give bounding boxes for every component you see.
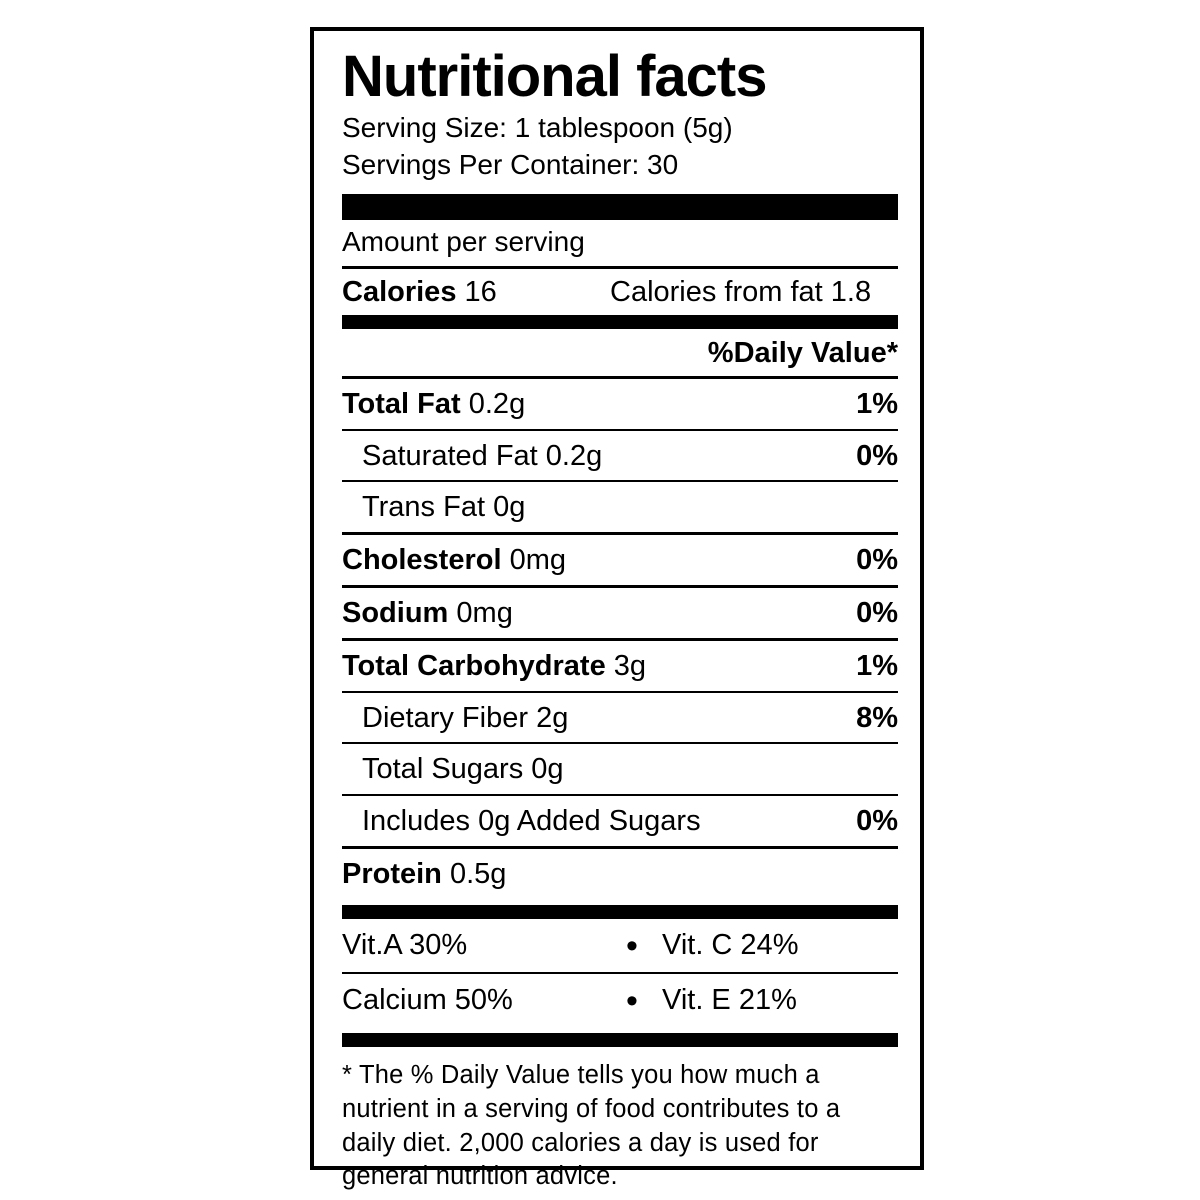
- nutrition-facts-panel: [310, 27, 924, 1191]
- nutrient-name: Total Carbohydrate: [342, 649, 606, 682]
- vitamin-row: [342, 919, 898, 972]
- footnote-line-3: daily diet. 2,000 calories a day is used for: [342, 1128, 819, 1157]
- calories-label: Calories: [342, 275, 457, 308]
- daily-value-footnote: [342, 1047, 898, 1195]
- nutrient-added-sugars: [342, 804, 701, 839]
- panel-inner: [342, 44, 898, 1194]
- nutrient-total-fat: [342, 387, 525, 422]
- table-row: [342, 379, 898, 429]
- nutrient-name: Cholesterol: [342, 544, 502, 577]
- nutrient-dietary-fiber: [342, 701, 568, 736]
- vitamin-e-value: Vit. E 21%: [662, 984, 797, 1017]
- nutrient-trans-fat: [342, 490, 525, 525]
- nutrient-name: Total Sugars: [362, 753, 524, 786]
- nutrient-value: 0.2g: [468, 387, 526, 420]
- nutrient-name: Protein: [342, 857, 442, 890]
- daily-value-header: %Daily Value*: [707, 336, 898, 369]
- bullet-separator-icon: •: [626, 981, 638, 1020]
- calories-from-fat: Calories from fat 1.8: [610, 275, 872, 308]
- table-row: [342, 796, 898, 846]
- calories-value: 16: [464, 275, 497, 308]
- nutrient-protein: [342, 857, 506, 892]
- footnote-line-4: general nutrition advice.: [342, 1162, 618, 1191]
- table-row: [342, 588, 898, 638]
- nutrient-cholesterol: [342, 543, 566, 578]
- servings-per-container-text: Servings Per Container: 30: [342, 148, 679, 180]
- nutrient-dv: 0%: [856, 439, 898, 472]
- nutrient-name: Includes 0g Added Sugars: [362, 805, 701, 838]
- page-title: Nutritional facts: [342, 44, 767, 109]
- divider-mid-below-vitamins: [342, 1033, 898, 1047]
- nutrient-value: 0g: [531, 753, 564, 786]
- nutrient-name: Sodium: [342, 596, 449, 629]
- footnote-line-2: nutrient in a serving of food contributes to a: [342, 1094, 841, 1123]
- calories-left: [342, 276, 610, 309]
- calories-row: [342, 269, 898, 315]
- vitamin-a-value: Vit.A 30%: [342, 929, 468, 962]
- nutrient-name: Dietary Fiber: [362, 701, 528, 734]
- nutrient-name: Total Fat: [342, 387, 461, 420]
- nutrient-value: 0mg: [456, 596, 513, 629]
- nutrient-name: Trans Fat: [362, 491, 486, 524]
- amount-per-serving-text: Amount per serving: [342, 225, 585, 257]
- nutrient-dv: 1%: [856, 649, 898, 682]
- nutrient-total-sugars: [342, 752, 564, 787]
- table-row: [342, 431, 898, 481]
- nutrient-dv: 8%: [856, 701, 898, 734]
- divider-thick-top: [342, 194, 898, 220]
- vitamin-row: [342, 974, 898, 1027]
- table-row: [342, 535, 898, 585]
- table-row: [342, 693, 898, 743]
- nutrient-value: 0.2g: [545, 439, 603, 472]
- nutrient-name: Saturated Fat: [362, 439, 538, 472]
- vitamin-c-value: Vit. C 24%: [662, 929, 799, 962]
- serving-size-text: Serving Size: 1 tablespoon (5g): [342, 111, 733, 143]
- nutrient-value: 0.5g: [449, 857, 507, 890]
- table-row: [342, 744, 898, 794]
- nutrient-value: 0g: [493, 491, 526, 524]
- nutrient-value: 3g: [613, 649, 647, 682]
- nutrient-dv: 0%: [856, 805, 898, 838]
- nutrient-dv: 0%: [856, 544, 898, 577]
- nutrient-value: 2g: [536, 701, 569, 734]
- nutrient-dv: 1%: [856, 387, 898, 420]
- nutrient-sodium: [342, 596, 513, 631]
- nutrient-value: 0mg: [509, 544, 567, 577]
- bullet-separator-icon: •: [626, 926, 638, 965]
- nutrient-total-carbohydrate: [342, 649, 646, 684]
- table-row: [342, 641, 898, 691]
- nutrient-dv: 0%: [856, 596, 898, 629]
- calcium-value: Calcium 50%: [342, 984, 513, 1017]
- nutrient-saturated-fat: [342, 439, 602, 474]
- table-row: [342, 849, 898, 899]
- divider-mid-below-calories: [342, 315, 898, 329]
- table-row: [342, 482, 898, 532]
- footnote-line-1: * The % Daily Value tells you how much a: [342, 1060, 820, 1089]
- divider-mid-above-vitamins: [342, 905, 898, 919]
